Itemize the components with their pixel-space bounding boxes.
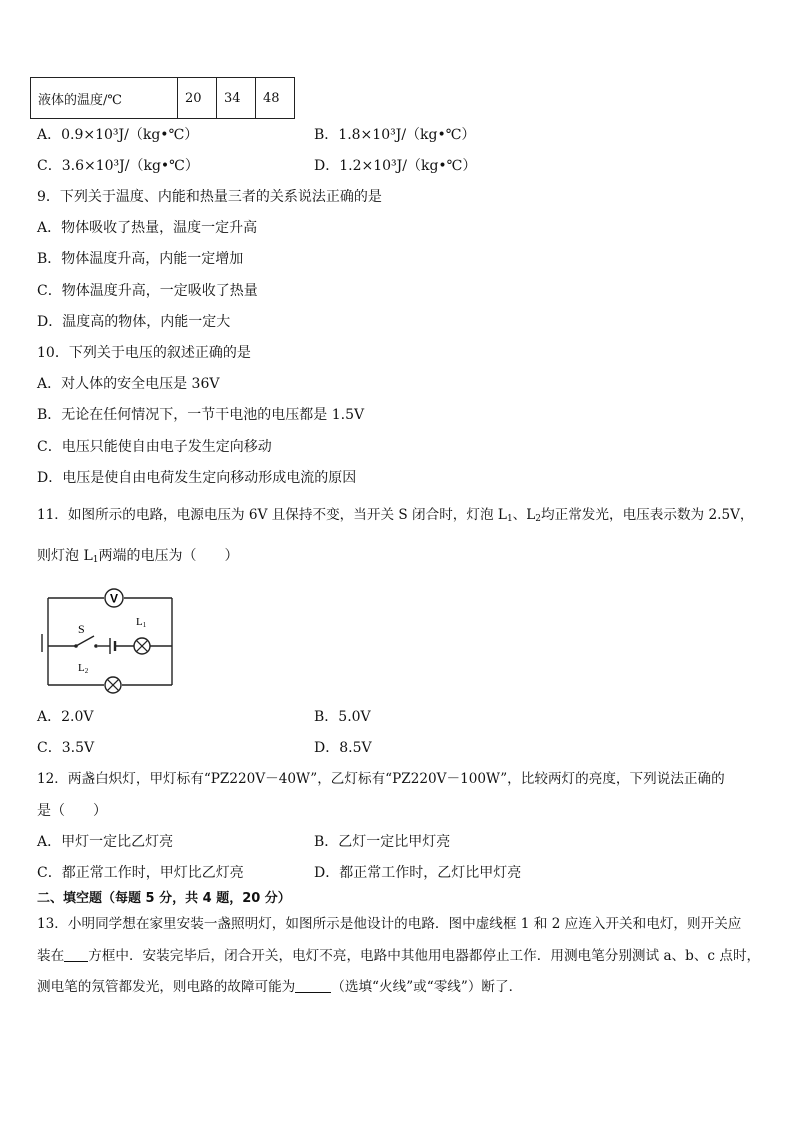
q9-option-c: C．物体温度升高，一定吸收了热量 (37, 283, 258, 299)
table-value-cell: 48 (256, 78, 295, 119)
q11-option-b: B．5.0V (314, 709, 371, 725)
lamp-l2-symbol (105, 677, 121, 693)
q12-option-b: B．乙灯一定比甲灯亮 (314, 834, 451, 850)
q8-option-b: B．1.8×10³J/（kg•℃） (314, 127, 476, 143)
q8-option-c: C．3.6×10³J/（kg•℃） (37, 158, 199, 174)
q10-option-a: A．对人体的安全电压是 36V (37, 376, 220, 392)
q11-option-d: D．8.5V (314, 740, 372, 756)
q13-line3 (37, 977, 522, 997)
q10-stem: 10．下列关于电压的叙述正确的是 (37, 345, 251, 361)
switch-contact (74, 644, 78, 648)
q9-option-b: B．物体温度升高，内能一定增加 (37, 251, 244, 267)
q8-option-a: A．0.9×10³J/（kg•℃） (37, 127, 199, 143)
q11-stem (37, 505, 754, 529)
voltmeter-symbol (105, 589, 123, 607)
q12-stem: 12．两盏白炽灯，甲灯标有“PZ220V－40W”，乙灯标有“PZ220V－100W”，比较两灯的亮度，下列说法正确的 (37, 771, 725, 787)
switch-label: S (78, 622, 85, 636)
q12-option-c: C．都正常工作时，甲灯比乙灯亮 (37, 865, 244, 881)
q13-line2 (37, 946, 760, 966)
section-title: 二、填空题（每题 5 分，共 4 题，20 分） (37, 891, 291, 906)
q9-stem: 9．下列关于温度、内能和热量三者的关系说法正确的是 (37, 189, 382, 205)
circuit-diagram (38, 586, 188, 696)
voltmeter-label: V (109, 591, 119, 606)
q12-stem-line2: 是（ ） (37, 803, 107, 819)
q13-text: （选填“火线”或“零线”）断了． (331, 979, 523, 995)
q13-line1: 13．小明同学想在家里安装一盏照明灯，如图所示是他设计的电路．图中虚线框 1 和 2 应连入开关和电灯，则开关应 (37, 916, 742, 932)
q9-option-a: A．物体吸收了热量，温度一定升高 (37, 220, 258, 236)
q11-stem-text: 两端的电压为（ ） (98, 548, 239, 564)
q11-stem-text: 11．如图所示的电路，电源电压为 6V 且保持不变，当开关 S 闭合时，灯泡 L (37, 507, 507, 523)
q11-option-c: C．3.5V (37, 740, 95, 756)
q10-option-c: C．电压只能使自由电子发生定向移动 (37, 439, 272, 455)
q11-subscript: 1 (92, 555, 99, 565)
answer-blank[interactable] (295, 978, 331, 993)
q11-stem-line2 (37, 546, 238, 570)
q8-option-d: D．1.2×10³J/（kg•℃） (314, 158, 477, 174)
q13-text: 方框中．安装完毕后，闭合开关，电灯不亮，电路中其他用电器都停止工作．用测电笔分别测试 a、b、c 点时， (88, 948, 761, 964)
switch-contact (94, 644, 98, 648)
q12-option-d: D．都正常工作时，乙灯比甲灯亮 (314, 865, 522, 881)
q11-subscript: 1 (506, 514, 513, 524)
lamp-l1-label: L1 (136, 616, 147, 629)
table-value-cell: 20 (178, 78, 217, 119)
q11-stem-text: 均正常发光，电压表示数为 2.5V， (541, 507, 754, 523)
q10-option-d: D．电压是使自由电荷发生定向移动形成电流的原因 (37, 470, 357, 486)
temperature-table (30, 77, 295, 119)
q13-text: 测电笔的氖管都发光，则电路的故障可能为 (37, 979, 296, 995)
table-row (31, 78, 295, 119)
q10-option-b: B．无论在任何情况下，一节干电池的电压都是 1.5V (37, 407, 365, 423)
lamp-l1-symbol (134, 638, 150, 654)
answer-blank[interactable] (64, 947, 88, 962)
q11-option-a: A．2.0V (37, 709, 94, 725)
q12-option-a: A．甲灯一定比乙灯亮 (37, 834, 174, 850)
table-label-cell: 液体的温度/℃ (31, 78, 178, 119)
q9-option-d: D．温度高的物体，内能一定大 (37, 314, 231, 330)
table-value-cell: 34 (217, 78, 256, 119)
q11-stem-text: 则灯泡 L (37, 548, 93, 564)
q13-text: 装在 (37, 948, 65, 964)
q11-stem-text: 、L (512, 507, 536, 523)
q11-subscript: 2 (535, 514, 542, 524)
lamp-l2-label: L2 (78, 662, 89, 675)
